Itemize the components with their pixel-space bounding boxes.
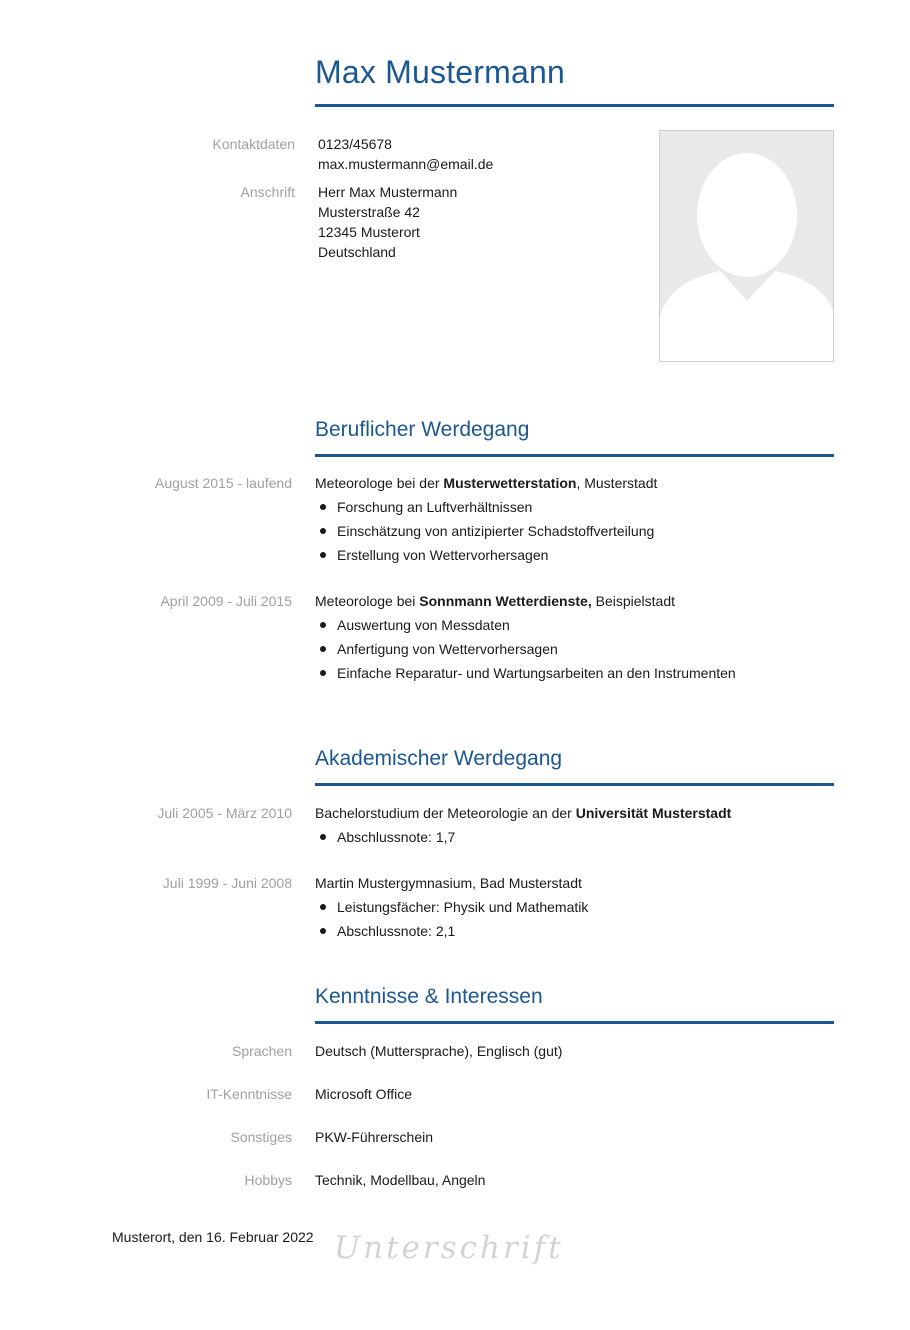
education-entry-bullets <box>315 827 835 847</box>
signature: Unterschrift <box>334 1230 564 1266</box>
career-entry <box>315 591 835 687</box>
career-date: April 2009 - Juli 2015 <box>160 593 292 609</box>
skill-value: Technik, Modellbau, Angeln <box>315 1172 486 1188</box>
address-line: Deutschland <box>318 244 396 260</box>
address-line: Musterstraße 42 <box>318 204 420 220</box>
career-entry <box>315 473 835 569</box>
education-entry-head: Bachelorstudium der Meteorologie an der Universität Musterstadt <box>315 805 732 821</box>
email-value: max.mustermann@email.de <box>318 156 494 172</box>
skill-label: IT-Kenntnisse <box>206 1086 292 1102</box>
education-entry <box>315 803 835 851</box>
skill-label: Sonstiges <box>230 1129 292 1145</box>
profile-photo <box>659 130 834 362</box>
title-divider <box>315 104 834 107</box>
list-item: Erstellung von Wettervorhersagen <box>315 545 835 565</box>
list-item: Abschlussnote: 2,1 <box>315 921 835 941</box>
skill-value: PKW-Führerschein <box>315 1129 434 1145</box>
career-entry-head: Meteorologe bei der Musterwetterstation, Musterstadt <box>315 475 658 491</box>
list-item: Auswertung von Messdaten <box>315 615 835 635</box>
person-silhouette-icon <box>660 131 834 362</box>
address-line: 12345 Musterort <box>318 224 420 240</box>
section-title-education: Akademischer Werdegang <box>315 747 563 770</box>
list-item: Abschlussnote: 1,7 <box>315 827 835 847</box>
page-title: Max Mustermann <box>315 54 565 90</box>
skill-label: Hobbys <box>244 1172 292 1188</box>
section-divider <box>315 783 834 786</box>
list-item: Einschätzung von antizipierter Schadstoffverteilung <box>315 521 835 541</box>
education-entry <box>315 873 835 945</box>
section-title-career: Beruflicher Werdegang <box>315 418 530 441</box>
address-label: Anschrift <box>240 184 295 200</box>
list-item: Einfache Reparatur- und Wartungsarbeiten an den Instrumenten <box>315 663 835 683</box>
section-title-skills: Kenntnisse & Interessen <box>315 985 543 1008</box>
education-date: Juli 1999 - Juni 2008 <box>162 875 292 891</box>
career-entry-head: Meteorologe bei Sonnmann Wetterdienste, Beispielstadt <box>315 593 676 609</box>
career-entry-bullets <box>315 615 835 683</box>
place-date: Musterort, den 16. Februar 2022 <box>112 1229 314 1245</box>
skill-value: Microsoft Office <box>315 1086 412 1102</box>
phone-value: 0123/45678 <box>318 136 392 152</box>
education-entry-bullets <box>315 897 835 941</box>
section-divider <box>315 454 834 457</box>
education-entry-head: Martin Mustergymnasium, Bad Musterstadt <box>315 875 582 891</box>
skill-value: Deutsch (Muttersprache), Englisch (gut) <box>315 1043 563 1059</box>
skill-label: Sprachen <box>232 1043 292 1059</box>
career-entry-bullets <box>315 497 835 565</box>
career-date: August 2015 - laufend <box>155 475 292 491</box>
contact-label: Kontaktdaten <box>212 136 295 152</box>
list-item: Leistungsfächer: Physik und Mathematik <box>315 897 835 917</box>
education-date: Juli 2005 - März 2010 <box>157 805 292 821</box>
list-item: Anfertigung von Wettervorhersagen <box>315 639 835 659</box>
list-item: Forschung an Luftverhältnissen <box>315 497 835 517</box>
address-line: Herr Max Mustermann <box>318 184 458 200</box>
section-divider <box>315 1021 834 1024</box>
